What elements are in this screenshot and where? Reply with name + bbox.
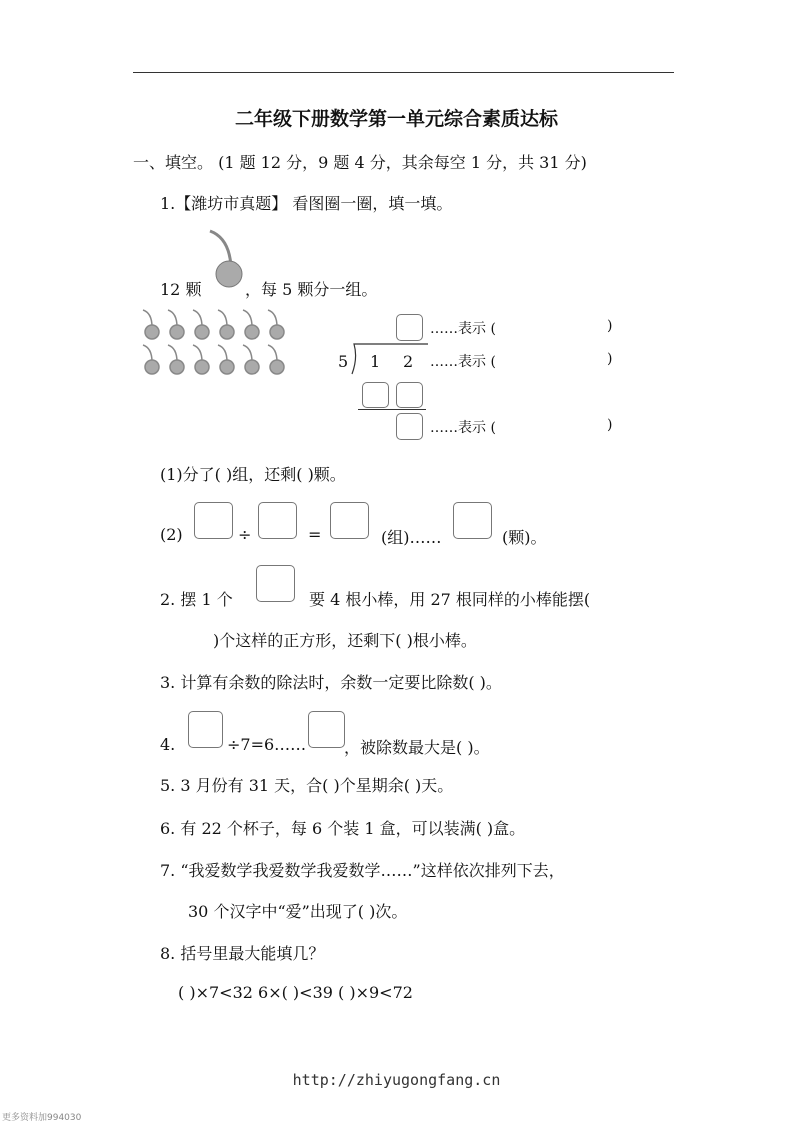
cherry-grid — [138, 305, 298, 380]
cherry-icon — [193, 310, 209, 339]
sub2-remainder-box[interactable] — [453, 502, 492, 539]
q8-inequalities: ( )×7<32 6×( )<39 ( )×9<72 — [178, 983, 413, 1002]
sub2-unit-text: (颗)。 — [502, 528, 547, 547]
q4-equation: ÷7=6…… — [227, 735, 307, 754]
cherry-icon — [268, 345, 284, 374]
sub2-group-text: (组)…… — [381, 528, 442, 547]
q8-heading: 8. 括号里最大能填几？ — [160, 944, 325, 963]
division-line — [358, 409, 426, 410]
dividend-digit-2: 2 — [403, 352, 414, 371]
q5: 5. 3 月份有 31 天，合( )个星期余( )天。 — [160, 776, 454, 795]
q1-group-rule: ，每 5 颗分一组。 — [245, 280, 378, 299]
q7-line-1: 7. “我爱数学我爱数学我爱数学……”这样依次排列下去， — [160, 861, 565, 880]
cherry-icon — [143, 345, 159, 374]
sub2-equals-sign: = — [308, 525, 322, 544]
dividend-digit-1: 1 — [370, 352, 381, 371]
cherry-icon — [143, 310, 159, 339]
corner-note: 更多资料加994030 — [2, 1113, 82, 1123]
represent-close-2: ) — [607, 351, 613, 367]
footer-url[interactable]: http://zhiyugongfang.cn — [292, 1071, 501, 1089]
q6: 6. 有 22 个杯子，每 6 个装 1 盒，可以装满( )盒。 — [160, 819, 526, 838]
q3: 3. 计算有余数的除法时，余数一定要比除数( )。 — [160, 673, 502, 692]
sub2-divisor-box[interactable] — [258, 502, 297, 539]
remainder-box[interactable] — [396, 413, 423, 440]
sub2-divide-sign: ÷ — [238, 525, 252, 544]
top-rule — [133, 72, 674, 73]
q4-remainder-box[interactable] — [308, 711, 345, 748]
represent-label-3: ……表示 ( — [430, 420, 496, 436]
q1-count-label: 12 颗 — [160, 280, 202, 299]
cherry-icon — [268, 310, 284, 339]
q1-sub1: (1)分了( )组，还剩( )颗。 — [160, 465, 346, 484]
represent-label-2: ……表示 ( — [430, 354, 496, 370]
division-bracket — [350, 342, 430, 378]
represent-label-1: ……表示 ( — [430, 321, 496, 337]
divisor: 5 — [338, 352, 349, 371]
q4-number: 4. — [160, 735, 176, 754]
sub2-dividend-box[interactable] — [194, 502, 233, 539]
q1-sub2-label: (2) — [160, 525, 183, 544]
q2-part-a: 2. 摆 1 个 — [160, 590, 233, 609]
page-title: 二年级下册数学第一单元综合素质达标 — [234, 108, 558, 130]
cherry-icon — [193, 345, 209, 374]
q4-question: ，被除数最大是( )。 — [344, 738, 490, 757]
product-box-1[interactable] — [362, 382, 389, 408]
represent-close-3: ) — [607, 417, 613, 433]
cherry-icon — [168, 345, 184, 374]
q4-dividend-box[interactable] — [188, 711, 223, 748]
cherry-icon — [218, 345, 234, 374]
section-heading: 一、填空。 (1 题 12 分，9 题 4 分，其余每空 1 分，共 31 分) — [133, 153, 587, 172]
q2-part-b: 要 4 根小棒，用 27 根同样的小棒能摆( — [309, 590, 591, 609]
quotient-box[interactable] — [396, 314, 423, 341]
cherry-icon — [168, 310, 184, 339]
product-box-2[interactable] — [396, 382, 423, 408]
q2-part-c: )个这样的正方形，还剩下( )根小棒。 — [213, 631, 477, 650]
sub2-quotient-box[interactable] — [330, 502, 369, 539]
q1-heading: 1.【潍坊市真题】 看图圈一圈，填一填。 — [160, 194, 453, 213]
represent-close-1: ) — [607, 318, 613, 334]
q7-line-2: 30 个汉字中“爱”出现了( )次。 — [188, 902, 408, 921]
cherry-icon — [243, 310, 259, 339]
square-icon — [256, 565, 295, 602]
cherry-icon — [243, 345, 259, 374]
cherry-icon — [218, 310, 234, 339]
